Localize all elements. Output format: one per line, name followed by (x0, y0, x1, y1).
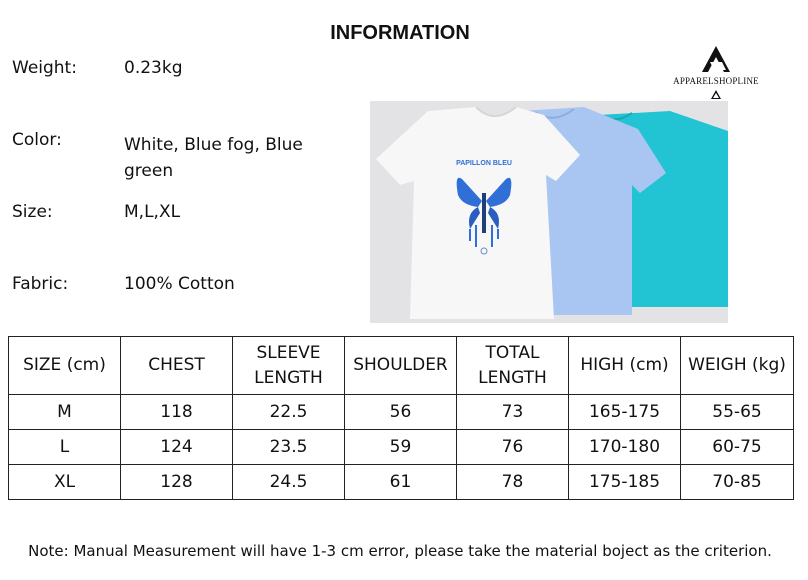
col-header-sleeve-length: SLEEVE LENGTH (233, 337, 345, 395)
table-cell: M (9, 395, 121, 430)
table-cell: 175-185 (569, 465, 681, 500)
table-row (9, 395, 794, 430)
brand-mark-icon (668, 42, 764, 104)
table-cell: L (9, 430, 121, 465)
col-header-chest: CHEST (121, 337, 233, 395)
size-label: Size: (12, 202, 53, 222)
col-header-high: HIGH (cm) (569, 337, 681, 395)
weight-value: 0.23kg (124, 58, 183, 78)
fabric-label: Fabric: (12, 274, 69, 294)
print-headline: PAPILLON BLEU (456, 160, 512, 167)
measurement-note: Note: Manual Measurement will have 1-3 cm error, please take the material boject as the criterion. (28, 542, 772, 560)
table-row (9, 430, 794, 465)
table-cell: 22.5 (233, 395, 345, 430)
size-chart-table (8, 336, 794, 500)
product-photo (370, 101, 728, 323)
table-cell: 78 (457, 465, 569, 500)
table-cell: 70-85 (681, 465, 794, 500)
weight-label: Weight: (12, 58, 77, 78)
col-header-total-length: TOTAL LENGTH (457, 337, 569, 395)
table-cell: 59 (345, 430, 457, 465)
table-cell: 128 (121, 465, 233, 500)
page-title: INFORMATION (330, 22, 470, 44)
table-cell: 24.5 (233, 465, 345, 500)
color-value: White, Blue fog, Blue green (124, 135, 303, 181)
table-header-row (9, 337, 794, 395)
table-cell: 124 (121, 430, 233, 465)
fabric-value: 100% Cotton (124, 274, 235, 294)
table-cell: 55-65 (681, 395, 794, 430)
brand-logo (668, 42, 764, 104)
col-header-weigh: WEIGH (kg) (681, 337, 794, 395)
table-cell: 61 (345, 465, 457, 500)
table-cell: XL (9, 465, 121, 500)
table-cell: 76 (457, 430, 569, 465)
table-row (9, 465, 794, 500)
brand-logo-text: APPARELSHOPLINE (673, 76, 759, 86)
table-cell: 165-175 (569, 395, 681, 430)
col-header-shoulder: SHOULDER (345, 337, 457, 395)
col-header-size: SIZE (cm) (9, 337, 121, 395)
table-cell: 56 (345, 395, 457, 430)
table-cell: 170-180 (569, 430, 681, 465)
size-value: M,L,XL (124, 202, 181, 222)
table-cell: 73 (457, 395, 569, 430)
table-cell: 118 (121, 395, 233, 430)
table-cell: 60-75 (681, 430, 794, 465)
color-label: Color: (12, 130, 62, 150)
table-cell: 23.5 (233, 430, 345, 465)
